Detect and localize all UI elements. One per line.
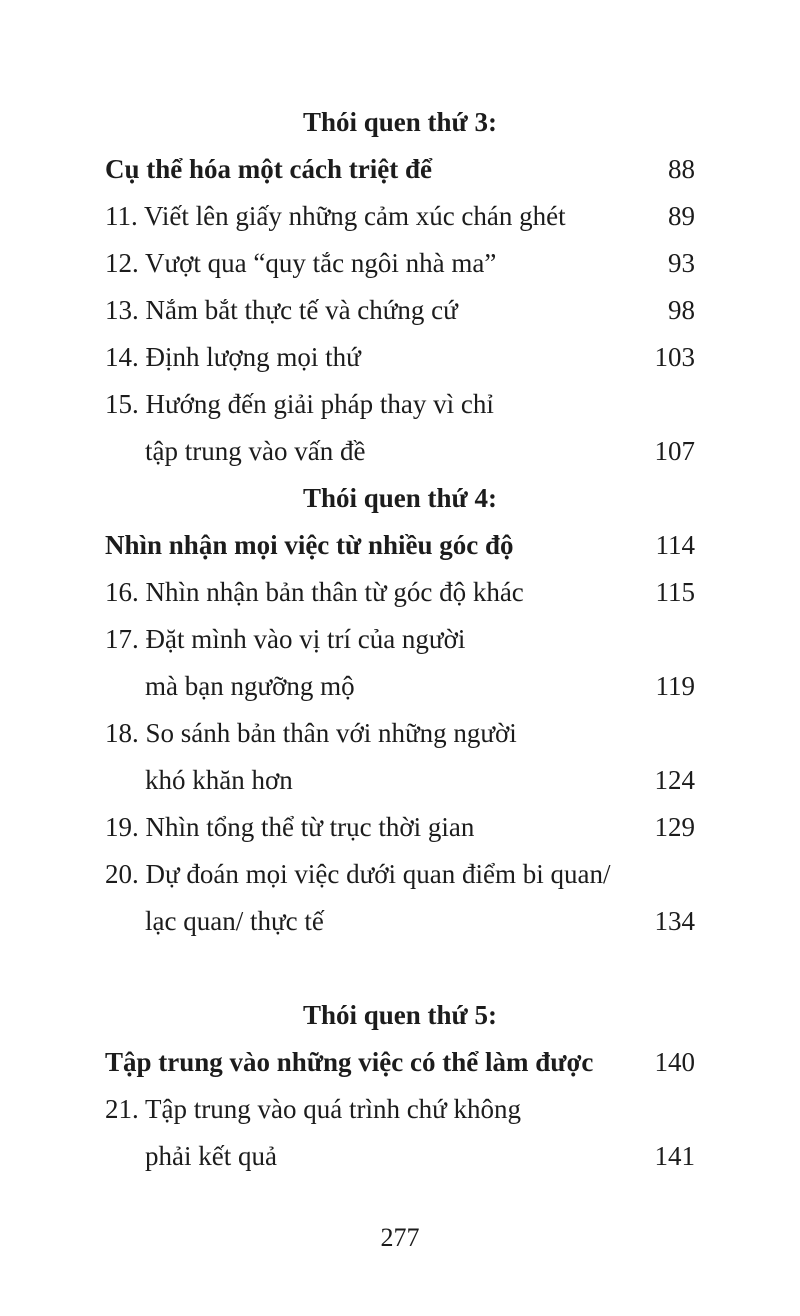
section-title: Cụ thể hóa một cách triệt để (105, 154, 432, 184)
toc-entry-line-continuation (105, 663, 695, 710)
entry-page-number: 119 (655, 671, 695, 701)
entry-page-number: 103 (654, 342, 695, 372)
entry-text: mà bạn ngưỡng mộ (145, 671, 355, 701)
section-title-row (105, 522, 695, 569)
entry-text: 12. Vượt qua “quy tắc ngôi nhà ma” (105, 248, 497, 278)
entry-text: 20. Dự đoán mọi việc dưới quan điểm bi quan/ (105, 859, 611, 889)
section-title-row (105, 1039, 695, 1086)
entry-page-number: 93 (668, 248, 695, 278)
toc-entry-line-continuation (105, 428, 695, 475)
section-heading: Thói quen thứ 3: (302, 107, 497, 137)
entry-text: khó khăn hơn (145, 765, 293, 795)
entry-text: 18. So sánh bản thân với những người (105, 718, 517, 748)
entry-text: 16. Nhìn nhận bản thân từ góc độ khác (105, 577, 524, 607)
toc-entry-line (105, 240, 695, 287)
entry-page-number: 107 (654, 436, 695, 466)
entry-page-number: 129 (654, 812, 695, 842)
entry-text: 19. Nhìn tổng thể từ trục thời gian (105, 812, 475, 842)
entry-page-number: 141 (654, 1141, 695, 1171)
entry-text: 13. Nắm bắt thực tế và chứng cứ (105, 295, 458, 325)
toc-entry-line (105, 1086, 695, 1133)
entry-page-number: 115 (655, 577, 695, 607)
toc-entry-line (105, 287, 695, 334)
toc-entry-line (105, 710, 695, 757)
entry-page-number: 98 (668, 295, 695, 325)
toc-entry-line-continuation (105, 898, 695, 945)
section-heading: Thói quen thứ 5: (302, 1000, 497, 1030)
entry-page-number: 124 (654, 765, 695, 795)
entry-page-number: 134 (654, 906, 695, 936)
entry-text: 15. Hướng đến giải pháp thay vì chỉ (105, 389, 494, 419)
section-gap (105, 945, 695, 992)
section-page-number: 140 (654, 1047, 695, 1077)
entry-text: 14. Định lượng mọi thứ (105, 342, 361, 372)
toc-entry-line (105, 851, 695, 898)
toc-entry-line (105, 334, 695, 381)
toc-entry-line-continuation (105, 1133, 695, 1180)
entry-page-number: 89 (668, 201, 695, 231)
footer-page-number: 277 (380, 1223, 420, 1252)
section-page-number: 114 (655, 530, 695, 560)
entry-text: tập trung vào vấn đề (145, 436, 366, 466)
section-page-number: 88 (668, 154, 695, 184)
section-heading: Thói quen thứ 4: (302, 483, 497, 513)
toc-entry-line (105, 381, 695, 428)
section-title: Nhìn nhận mọi việc từ nhiều góc độ (105, 530, 514, 560)
toc-section-5 (105, 992, 695, 1180)
entry-text: 21. Tập trung vào quá trình chứ không (105, 1094, 522, 1124)
toc-entry-line (105, 804, 695, 851)
toc-entry-line (105, 616, 695, 663)
toc-section-4 (105, 475, 695, 945)
entry-text: phải kết quả (145, 1141, 277, 1171)
toc-entry-line-continuation (105, 757, 695, 804)
entry-text: 11. Viết lên giấy những cảm xúc chán ghét (105, 201, 566, 231)
entry-text: 17. Đặt mình vào vị trí của người (105, 624, 466, 654)
section-title: Tập trung vào những việc có thể làm được (105, 1047, 594, 1077)
toc-entry-line (105, 569, 695, 616)
section-title-row (105, 146, 695, 193)
table-of-contents (105, 99, 695, 1180)
toc-entry-line (105, 193, 695, 240)
toc-section-3 (105, 99, 695, 475)
entry-text: lạc quan/ thực tế (145, 906, 324, 936)
